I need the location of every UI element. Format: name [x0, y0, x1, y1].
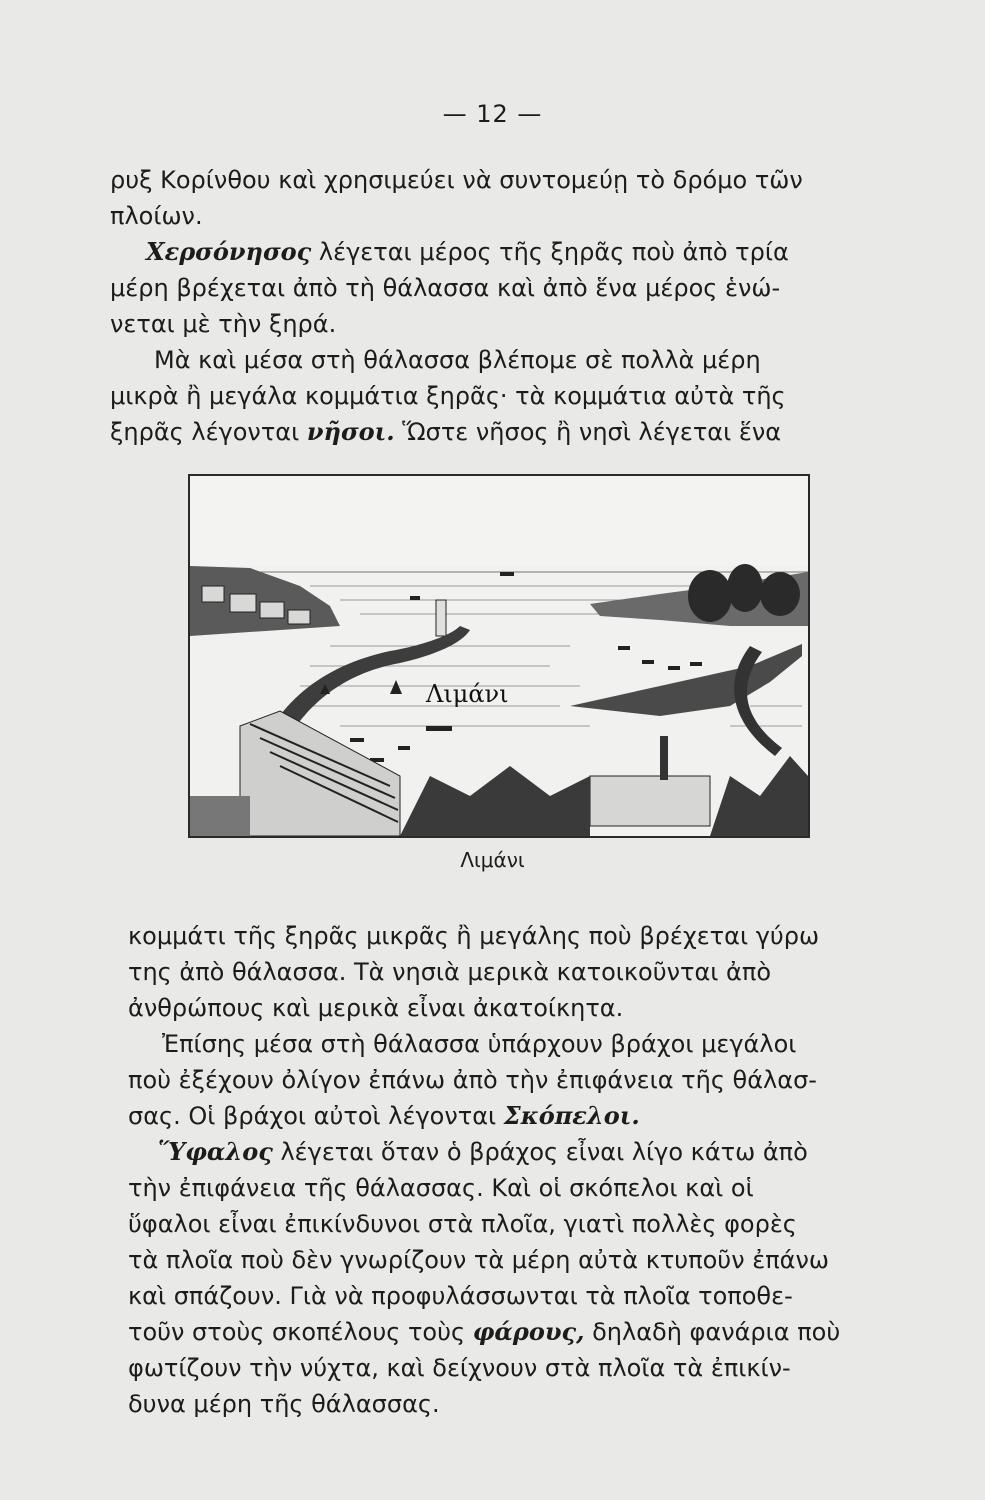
text-line: ὕφαλοι εἶναι ἐπικίνδυνοι στὰ πλοῖα, γιατὶ πολλὲς φορὲς: [128, 1210, 797, 1238]
text-line: [128, 1314, 840, 1350]
text-line: πλοίων.: [110, 202, 203, 230]
text-fragment: Ὥστε νῆσος ἢ νησὶ λέγεται ἕνα: [394, 418, 782, 446]
text-line: Μὰ καὶ μέσα στὴ θάλασσα βλέπομε σὲ πολλὰ μέρη: [154, 346, 761, 374]
harbor-illustration: [188, 474, 810, 838]
text-fragment: σας. Οἱ βράχοι αὐτοὶ λέγονται: [128, 1102, 504, 1130]
term-chersonisos: Χερσόνησος: [146, 237, 312, 266]
harbor-drawing: [190, 476, 808, 836]
foreground-building: [190, 796, 250, 836]
text-line: τὰ πλοῖα ποὺ δὲν γνωρίζουν τὰ μέρη αὐτὰ κτυποῦν ἐπάνω: [128, 1246, 829, 1274]
foreground-vegetation: [400, 766, 590, 836]
text-fragment: λέγεται ὅταν ὁ βράχος εἶναι λίγο κάτω ἀπὸ: [272, 1138, 808, 1166]
chimney: [660, 736, 668, 780]
term-nisoi: νῆσοι.: [306, 417, 395, 446]
term-yfalos: Ὕφαλος: [158, 1137, 273, 1166]
text-fragment: λέγεται μέρος τῆς ξηρᾶς ποὺ ἀπὸ τρία: [311, 238, 789, 266]
text-fragment: ξηρᾶς λέγονται: [110, 418, 307, 446]
page-number: — 12 —: [442, 100, 543, 128]
harbor-label: Λιμάνι: [426, 680, 509, 708]
text-line: ἀνθρώπους καὶ μερικὰ εἶναι ἀκατοίκητα.: [128, 994, 624, 1022]
text-line: κομμάτι τῆς ξηρᾶς μικρᾶς ἢ μεγάλης ποὺ βρέχεται γύρω: [128, 922, 820, 950]
text-fragment: δηλαδὴ φανάρια ποὺ: [584, 1318, 841, 1346]
text-line: τὴν ἐπιφάνεια τῆς θάλασσας. Καὶ οἱ σκόπελοι καὶ οἱ: [128, 1174, 754, 1202]
text-line: της ἀπὸ θάλασσα. Τὰ νησιὰ μερικὰ κατοικοῦνται ἀπὸ: [128, 958, 771, 986]
foreground-trees-right: [710, 756, 808, 836]
text-line: [128, 1134, 840, 1170]
top-text: [110, 162, 803, 450]
text-line: [110, 234, 803, 270]
term-faroi: φάρους,: [472, 1317, 585, 1346]
text-line: φωτίζουν τὴν νύχτα, καὶ δείχνουν στὰ πλοῖα τὰ ἐπικίν-: [128, 1354, 791, 1382]
text-line: δυνα μέρη τῆς θάλασσας.: [128, 1390, 440, 1418]
figure-caption: Λιμάνι: [460, 848, 525, 872]
lighthouse: [436, 600, 446, 636]
text-line: μικρὰ ἢ μεγάλα κομμάτια ξηρᾶς· τὰ κομμάτια αὐτὰ τῆς: [110, 382, 786, 410]
text-line: ρυξ Κορίνθου καὶ χρησιμεύει νὰ συντομεύῃ τὸ δρόμο τῶν: [110, 166, 803, 194]
term-skopeloi: Σκόπελοι.: [503, 1101, 640, 1130]
text-line: Ἐπίσης μέσα στὴ θάλασσα ὑπάρχουν βράχοι μεγάλοι: [162, 1030, 797, 1058]
text-line: ποὺ ἐξέχουν ὀλίγον ἐπάνω ἀπὸ τὴν ἐπιφάνεια τῆς θάλασ-: [128, 1066, 817, 1094]
text-line: καὶ σπάζουν. Γιὰ νὰ προφυλάσσωνται τὰ πλοῖα τοποθε-: [128, 1282, 793, 1310]
text-fragment: τοῦν στοὺς σκοπέλους τοὺς: [128, 1318, 473, 1346]
text-line: [110, 414, 803, 450]
text-line: [128, 1098, 840, 1134]
text-line: μέρη βρέχεται ἀπὸ τὴ θάλασσα καὶ ἀπὸ ἕνα μέρος ἑνώ-: [110, 274, 781, 302]
warehouse-right: [590, 776, 710, 826]
right-pier: [570, 644, 802, 716]
bottom-text: [128, 918, 840, 1422]
text-line: νεται μὲ τὴν ξηρά.: [110, 310, 337, 338]
sky: [190, 476, 808, 566]
